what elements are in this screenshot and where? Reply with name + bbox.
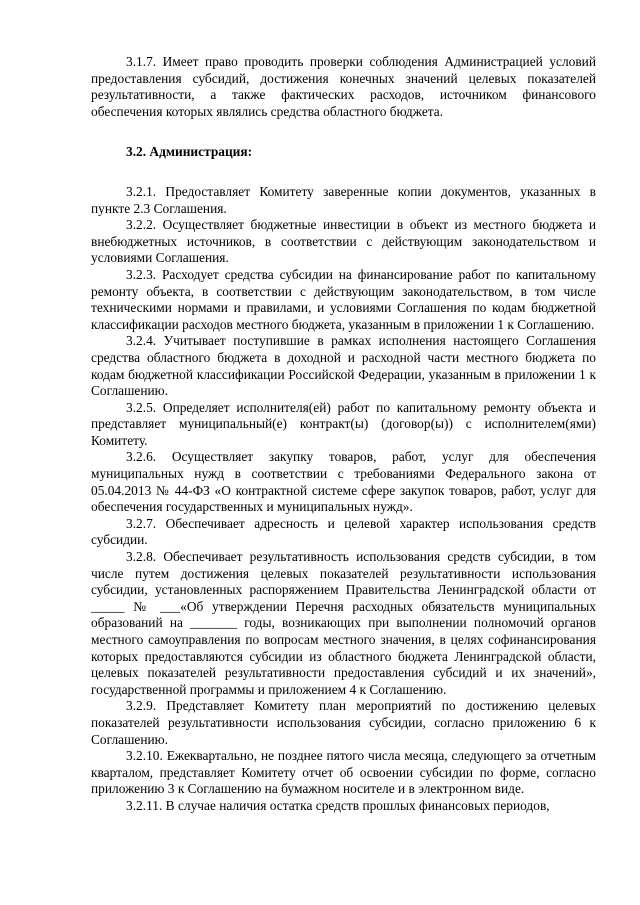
paragraph-3-2-1: 3.2.1. Предоставляет Комитету заверенные копии документов, указанных в пункте 2.3 Соглашения. (91, 183, 596, 216)
paragraph-3-2-6: 3.2.6. Осуществляет закупку товаров, работ, услуг для обеспечения муниципальных нужд в соответствии с требованиями Федерального закона от 05.04.2013 № 44-ФЗ «О контрактной системе сфере закупок товаров, работ, услуг для обеспечения государственных и муниципальных нужд». (91, 449, 596, 515)
paragraph-3-2-9: 3.2.9. Представляет Комитету план мероприятий по достижению целевых показателей результативности использования субсидии, согласно приложению 6 к Соглашению. (91, 698, 596, 747)
paragraph-3-2-7: 3.2.7. Обеспечивает адресность и целевой характер использования средств субсидии. (91, 515, 596, 548)
paragraph-3-1-7: 3.1.7. Имеет право проводить проверки соблюдения Администрацией условий предоставления субсидий, достижения конечных значений целевых показателей результативности, а также фактических расходов, источником финансового обеспечения которых являлись средства областного бюджета. (91, 54, 596, 119)
document-page (91, 54, 596, 815)
paragraph-3-2-4: 3.2.4. Учитывает поступившие в рамках исполнения настоящего Соглашения средства областного бюджета в доходной и расходной части местного бюджета по кодам бюджетной классификации Российской Федерации, указанным в приложении 1 к Соглашению. (91, 333, 596, 399)
paragraph-3-2-5: 3.2.5. Определяет исполнителя(ей) работ по капитальному ремонту объекта и представляет муниципальный(е) контракт(ы) (договор(ы)) с исполнителем(ями) Комитету. (91, 399, 596, 448)
paragraph-3-2-8: 3.2.8. Обеспечивает результативность использования средств субсидии, в том числе путем достижения целевых показателей результативности использования субсидии, установленных распоряжением Правительства Ленинградской области от _____ № ___«Об утверждении Перечня расходных обязательств муниципальных образований на _______ годы, возникающих при выполнении полномочий органов местного самоуправления по вопросам местного значения, в целях софинансирования которых предоставляются субсидии из областного бюджета Ленинградской области, целевых показателей результативности предоставления субсидий и их значений», государственной программы и приложением 4 к Соглашению. (91, 549, 596, 697)
paragraph-3-2-3: 3.2.3. Расходует средства субсидии на финансирование работ по капитальному ремонту объекта, в соответствии с действующим законодательством, в том числе техническими нормами и правилами, и условиями Соглашения по кодам бюджетной классификации расходов местного бюджета, указанным в приложении 1 к Соглашению. (91, 266, 596, 332)
paragraph-3-2-10: 3.2.10. Ежеквартально, не позднее пятого числа месяца, следующего за отчетным кварталом, представляет Комитету отчет об освоении субсидии по форме, согласно приложению 3 к Соглашению на бумажном носителе и в электронном виде. (91, 748, 596, 797)
paragraph-3-2-2: 3.2.2. Осуществляет бюджетные инвестиции в объект из местного бюджета и внебюджетных источников, в соответствии с действующим законодательством и условиями Соглашения. (91, 217, 596, 266)
section-heading: 3.2. Администрация: (126, 144, 253, 160)
paragraph-3-2-11: 3.2.11. В случае наличия остатка средств прошлых финансовых периодов, (126, 797, 550, 813)
